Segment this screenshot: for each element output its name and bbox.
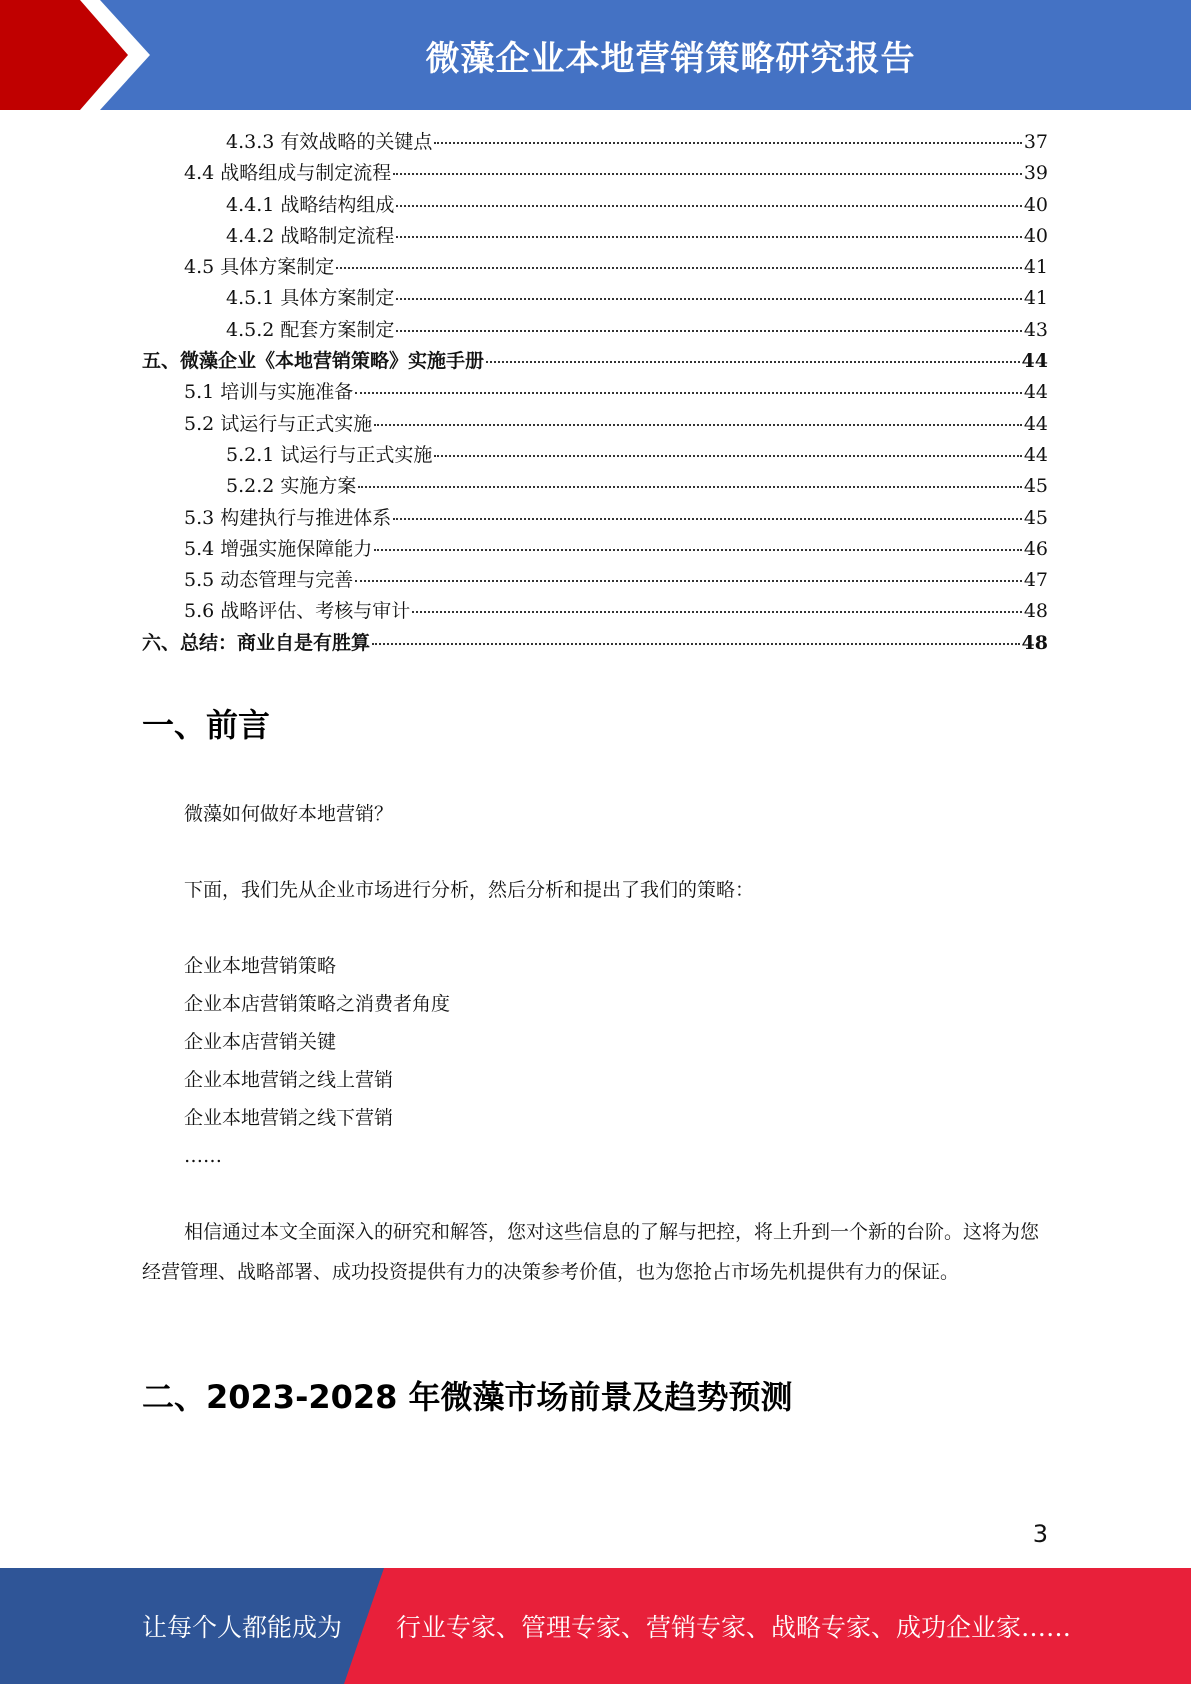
toc-leader-dots bbox=[393, 518, 1022, 520]
toc-entry-label: 4.4.2 战略制定流程 bbox=[226, 224, 395, 247]
list-item: …… bbox=[184, 1145, 222, 1167]
toc-leader-dots bbox=[374, 424, 1022, 426]
toc-entry[interactable] bbox=[142, 596, 1048, 627]
toc-entry[interactable] bbox=[142, 628, 1048, 659]
toc-entry-label: 5.1 培训与实施准备 bbox=[184, 381, 354, 404]
toc-entry-label: 4.5.2 配套方案制定 bbox=[226, 318, 395, 341]
toc-leader-dots bbox=[358, 486, 1021, 488]
toc-entry-page: 46 bbox=[1023, 537, 1048, 560]
toc-entry-page: 40 bbox=[1023, 193, 1048, 216]
toc-leader-dots bbox=[355, 580, 1022, 582]
toc-leader-dots bbox=[434, 455, 1021, 457]
toc-entry-label: 五、微藻企业《本地营销策略》实施手册 bbox=[142, 350, 485, 373]
toc-leader-dots bbox=[434, 142, 1021, 144]
toc-entry-label: 4.3.3 有效战略的关键点 bbox=[226, 131, 433, 153]
preface-question: 微藻如何做好本地营销？ bbox=[184, 803, 394, 825]
section-heading-forecast: 二、2023-2028 年微藻市场前景及趋势预测 bbox=[142, 1378, 793, 1416]
toc-entry-page: 39 bbox=[1023, 162, 1048, 185]
toc-entry[interactable] bbox=[142, 221, 1048, 252]
toc-entry-page: 45 bbox=[1023, 506, 1048, 529]
toc-entry[interactable] bbox=[142, 283, 1048, 314]
list-item: 企业本店营销关键 bbox=[184, 1031, 337, 1053]
toc-entry[interactable] bbox=[142, 315, 1048, 346]
list-item: 企业本店营销策略之消费者角度 bbox=[184, 993, 451, 1015]
footer-slogan-right: 行业专家、管理专家、营销专家、战略专家、成功企业家…… bbox=[396, 1613, 1072, 1642]
toc-leader-dots bbox=[396, 298, 1021, 300]
toc-entry-page: 43 bbox=[1023, 318, 1048, 341]
toc-entry-page: 41 bbox=[1023, 256, 1048, 279]
toc-entry-label: 5.4 增强实施保障能力 bbox=[184, 537, 373, 560]
toc-entry-label: 5.2 试运行与正式实施 bbox=[184, 412, 373, 435]
toc-entry-page: 44 bbox=[1023, 412, 1048, 435]
toc-entry[interactable] bbox=[142, 471, 1048, 502]
section-heading-preface: 一、前言 bbox=[142, 706, 271, 744]
toc-entry-page: 48 bbox=[1023, 600, 1048, 623]
toc-entry-page: 48 bbox=[1021, 631, 1048, 654]
preface-closing-paragraph: 相信通过本文全面深入的研究和解答，您对这些信息的了解与把控，将上升到一个新的台阶。这将为您经营管理、战略部署、成功投资提供有力的决策参考价值，也为您抢占市场先机提供有力的保证。 bbox=[142, 1221, 1040, 1283]
toc-leader-dots bbox=[396, 236, 1021, 238]
toc-leader-dots bbox=[372, 643, 1020, 645]
toc-entry[interactable] bbox=[142, 565, 1048, 596]
list-item: 企业本地营销策略 bbox=[184, 955, 337, 977]
toc-leader-dots bbox=[355, 392, 1022, 394]
toc-leader-dots bbox=[396, 205, 1021, 207]
toc-entry[interactable] bbox=[142, 503, 1048, 534]
toc-leader-dots bbox=[374, 549, 1022, 551]
toc-entry-page: 40 bbox=[1023, 224, 1048, 247]
toc-entry-page: 45 bbox=[1023, 475, 1048, 498]
toc-entry-label: 5.5 动态管理与完善 bbox=[184, 569, 354, 592]
toc-entry[interactable] bbox=[142, 190, 1048, 221]
toc-entry-label: 5.2.2 实施方案 bbox=[226, 475, 357, 498]
list-item: 企业本地营销之线上营销 bbox=[184, 1069, 394, 1091]
toc-entry[interactable] bbox=[142, 440, 1048, 471]
toc-entry-label: 六、总结：商业自是有胜算 bbox=[142, 631, 371, 654]
preface-intro: 下面，我们先从企业市场进行分析，然后分析和提出了我们的策略： bbox=[184, 879, 755, 901]
header-title: 微藻企业本地营销策略研究报告 bbox=[425, 38, 916, 79]
toc-entry-page: 44 bbox=[1023, 381, 1048, 404]
toc-entry[interactable] bbox=[142, 158, 1048, 189]
toc-leader-dots bbox=[396, 330, 1021, 332]
list-item: 企业本地营销之线下营销 bbox=[184, 1107, 394, 1129]
toc-entry[interactable] bbox=[142, 377, 1048, 408]
header-arrow-decoration bbox=[0, 0, 170, 110]
toc-entry-label: 4.5 具体方案制定 bbox=[184, 256, 335, 279]
toc-entry-page: 44 bbox=[1021, 350, 1048, 373]
toc-entry-label: 4.4.1 战略结构组成 bbox=[226, 193, 395, 216]
preface-strategy-list bbox=[142, 947, 1090, 1175]
toc-entry-page: 41 bbox=[1023, 287, 1048, 310]
toc-entry-page: 37 bbox=[1023, 131, 1048, 153]
page-header bbox=[0, 0, 1191, 110]
toc-entry-page: 47 bbox=[1023, 569, 1048, 592]
toc-entry-label: 5.2.1 试运行与正式实施 bbox=[226, 443, 433, 466]
page-number: 3 bbox=[1032, 1520, 1048, 1548]
toc-leader-dots bbox=[486, 361, 1020, 363]
toc-entry-page: 44 bbox=[1023, 443, 1048, 466]
toc-entry[interactable] bbox=[142, 252, 1048, 283]
toc-entry[interactable] bbox=[142, 409, 1048, 440]
table-of-contents bbox=[142, 127, 1048, 659]
toc-entry[interactable] bbox=[142, 127, 1048, 158]
toc-leader-dots bbox=[336, 267, 1022, 269]
toc-leader-dots bbox=[393, 173, 1022, 175]
toc-entry-label: 4.5.1 具体方案制定 bbox=[226, 287, 395, 310]
page-footer bbox=[0, 1568, 1191, 1684]
toc-entry[interactable] bbox=[142, 534, 1048, 565]
footer-slogan-left: 让每个人都能成为 bbox=[142, 1613, 343, 1642]
toc-entry-label: 5.3 构建执行与推进体系 bbox=[184, 506, 392, 529]
toc-entry-label: 5.6 战略评估、考核与审计 bbox=[184, 600, 411, 623]
toc-leader-dots bbox=[412, 611, 1022, 613]
toc-entry[interactable] bbox=[142, 346, 1048, 377]
toc-entry-label: 4.4 战略组成与制定流程 bbox=[184, 162, 392, 185]
